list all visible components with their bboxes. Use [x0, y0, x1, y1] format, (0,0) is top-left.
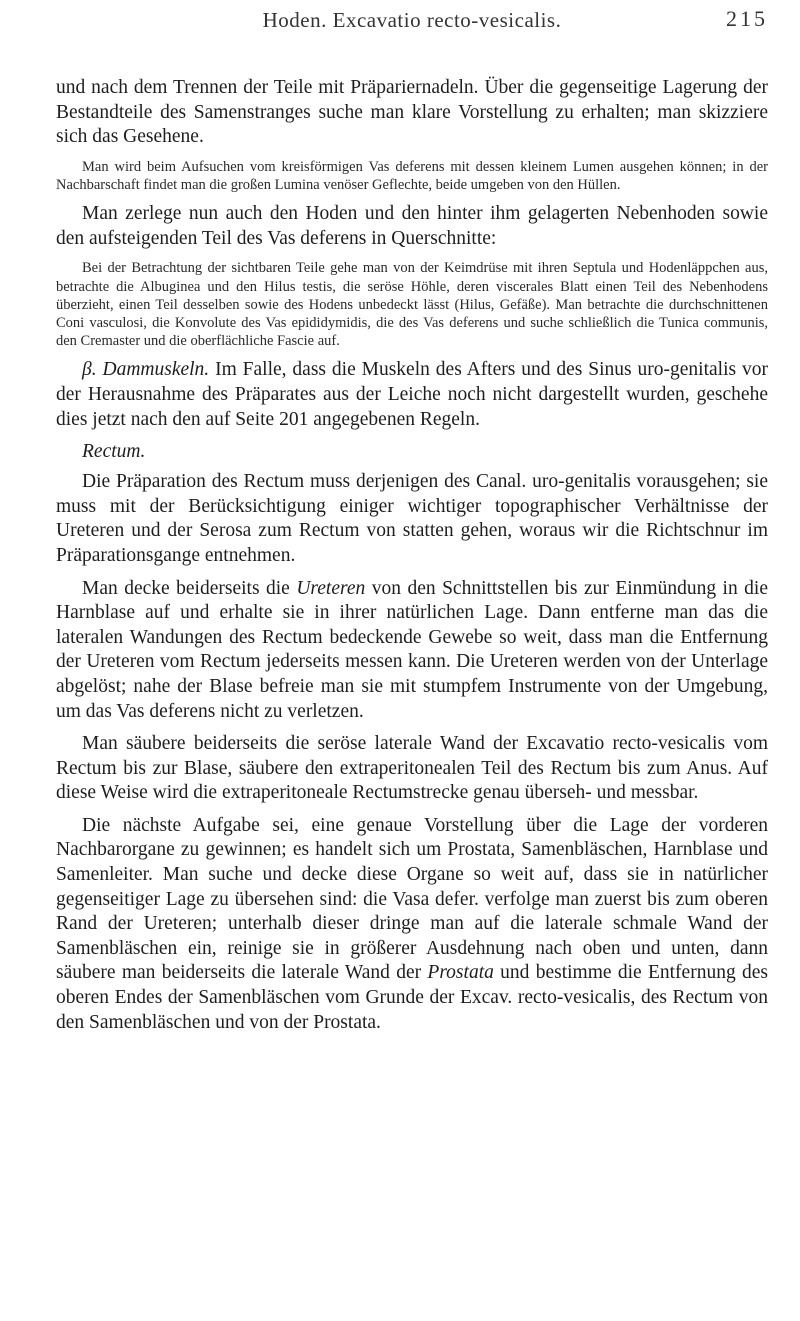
- body-text: [56, 76, 768, 1043]
- ureteren-text-a: Man decke beiderseits die: [82, 577, 297, 599]
- running-head: [56, 4, 768, 40]
- running-title: Hoden. Excavatio recto-vesicalis.: [262, 8, 562, 32]
- paragraph-continuation: und nach dem Trennen der Teile mit Präpariernadeln. Über die gegenseitige Lagerung der Bestandteile des Samenstranges suche man klare Vorstellung zu erhalten; man skizziere sich das Gesehene.: [56, 77, 768, 148]
- ureteren-text-b: von den Schnittstellen bis zur Einmündung in die Harnblase auf und erhalte sie in ihrer natürlichen Lage. Dann entferne man das die lateralen Wandungen des Rectum bedeckende Gewebe so weit, dass man die Entfernung der Ureteren vom Rectum jederseits messen kann. Die Ureteren werden von der Unterlage abgelöst; nahe der Blase befreie man sie mit stumpfem Instrumente von der Umgebung, um das Vas deferens nicht zu verletzen.: [56, 577, 768, 722]
- subheading-rectum: Rectum.: [82, 441, 146, 463]
- paragraph-excavatio: Man säubere beiderseits die seröse laterale Wand der Excavatio recto-vesicalis vom Rectum bis zur Blase, säubere den extraperitonealen Teil des Rectum bis zum Anus. Auf diese Weise wird die extraperitoneale Rectumstrecke genau überseh- und messbar.: [56, 733, 768, 804]
- page-number: 215: [726, 6, 768, 31]
- small-print-note-betrachtung: Bei der Betrachtung der sichtbaren Teile gehe man von der Keimdrüse mit ihren Septula und Hodenläppchen aus, betrachte die Albuginea und den Hilus testis, die seröse Höhle, deren viscerales Blatt einen Teil des Nebenhodens überzieht, einen Teil desselben sowie des Hodens unbedeckt lässt (Hilus, Gefäße). Man betrachte die durchschnittenen Coni vasculosi, die Konvolute des Vas epididymidis, die des Vas deferens und suche schließlich die Tunica communis, den Cremaster und die oberflächliche Fascie auf.: [56, 260, 768, 350]
- ureteren-emphasis: Ureteren: [296, 577, 366, 599]
- paragraph-ureteren: [56, 577, 768, 725]
- prostata-emphasis: Prostata: [427, 962, 494, 984]
- paragraph-hoden-querschnitte: Man zerlege nun auch den Hoden und den hinter ihm gelagerten Nebenhoden sowie den aufsteigenden Teil des Vas deferens in Querschnitte:: [56, 203, 768, 249]
- book-page: [56, 0, 768, 1321]
- paragraph-dammuskeln: [56, 358, 768, 432]
- nachbarorgane-text-b: und bestimme die Entfernung des oberen Endes der Samenbläschen vom Grunde der Excav. recto-vesicalis, des Rectum von den Samenbläschen und von der Prostata.: [56, 962, 769, 1033]
- small-print-note-vas-deferens: Man wird beim Aufsuchen vom kreisförmigen Vas deferens mit dessen kleinem Lumen ausgehen können; in der Nachbarschaft findet man die großen Lumina venöser Geflechte, beide umgeben von den Hüllen.: [56, 158, 768, 193]
- nachbarorgane-text-a: Die nächste Aufgabe sei, eine genaue Vorstellung über die Lage der vorderen Nachbarorgane zu gewinnen; es handelt sich um Prostata, Samenbläschen, Harnblase und Samenleiter. Man suche und decke diese Organe so weit auf, dass sie in natürlicher gegenseitiger Lage zu übersehen sind: die Vasa defer. verfolge man zuerst bis zum oberen Rand der Ureteren; unterhalb dieser dringe man auf die laterale schmale Wand der Samenbläschen ein, reinige sie in größerer Ausdehnung nach oben und unten, dann säubere man beiderseits die laterale Wand der: [56, 814, 768, 984]
- dammuskeln-text: Im Falle, dass die Muskeln des Afters und des Sinus uro-genitalis vor der Herausnahme des Präparates aus der Leiche noch nicht dargestellt wurden, geschehe dies jetzt nach den auf Seite 201 angegebenen Regeln.: [56, 359, 768, 430]
- paragraph-nachbarorgane: [56, 814, 768, 1035]
- paragraph-praeparation-rectum: Die Präparation des Rectum muss derjenigen des Canal. uro-genitalis vorausgehen; sie muss mit der Berücksichtigung einiger wichtiger topographischer Verhältnisse der Ureteren und der Serosa zum Rectum von statten gehen, woraus wir die Richtschnur im Präparationsgange entnehmen.: [56, 471, 768, 566]
- section-heading-dammuskeln: β. Dammuskeln.: [82, 359, 210, 381]
